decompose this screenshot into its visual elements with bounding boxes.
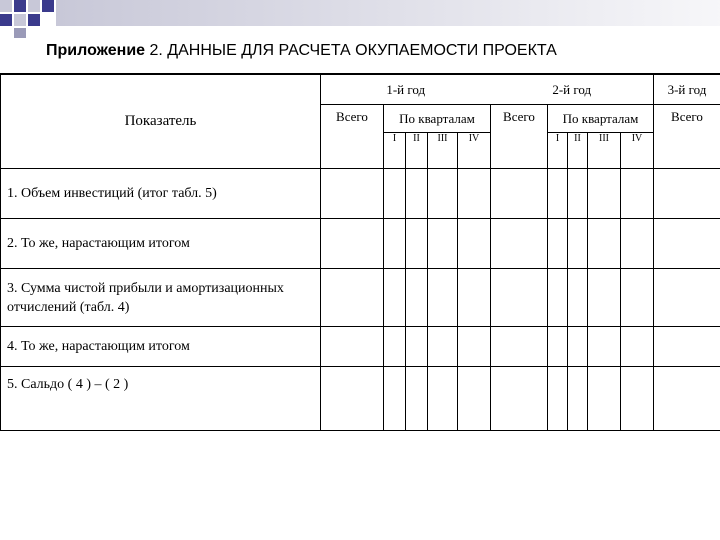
table-cell bbox=[654, 169, 720, 219]
header-decoration bbox=[0, 0, 720, 40]
table-cell bbox=[406, 327, 428, 367]
table-cell bbox=[548, 219, 568, 269]
year3-header: 3-й год bbox=[654, 75, 720, 105]
table-cell bbox=[406, 169, 428, 219]
table-cell bbox=[621, 327, 654, 367]
year1-header: 1-й год bbox=[321, 75, 491, 105]
row-label: 4. То же, нарастающим итогом bbox=[1, 327, 321, 367]
y2-quarter-iv: IV bbox=[621, 133, 654, 169]
table-cell bbox=[384, 367, 406, 431]
table-cell bbox=[491, 367, 548, 431]
table-cell bbox=[568, 219, 588, 269]
table-cell bbox=[406, 367, 428, 431]
row-label: 1. Объем инвестиций (итог табл. 5) bbox=[1, 169, 321, 219]
table-cell bbox=[588, 219, 621, 269]
table-cell bbox=[548, 169, 568, 219]
table-cell bbox=[588, 269, 621, 327]
table-cell bbox=[621, 367, 654, 431]
year1-quarters-header: По кварталам bbox=[384, 105, 491, 133]
y2-quarter-iii: III bbox=[588, 133, 621, 169]
table-cell bbox=[654, 367, 720, 431]
table-cell bbox=[568, 367, 588, 431]
table-cell bbox=[548, 327, 568, 367]
table-cell bbox=[654, 269, 720, 327]
table-cell bbox=[491, 169, 548, 219]
table-cell bbox=[384, 169, 406, 219]
payback-data-table bbox=[0, 74, 720, 431]
table-cell bbox=[548, 367, 568, 431]
row-label: 2. То же, нарастающим итогом bbox=[1, 219, 321, 269]
title-rest: 2. ДАННЫЕ ДЛЯ РАСЧЕТА ОКУПАЕМОСТИ ПРОЕКТА bbox=[145, 42, 557, 59]
table-cell bbox=[621, 219, 654, 269]
table-cell bbox=[491, 269, 548, 327]
table-row bbox=[1, 219, 720, 269]
table-cell bbox=[568, 169, 588, 219]
page-title bbox=[46, 42, 716, 60]
y2-quarter-ii: II bbox=[568, 133, 588, 169]
table-row bbox=[1, 327, 720, 367]
table-cell bbox=[428, 219, 458, 269]
table-cell bbox=[458, 367, 491, 431]
table-cell bbox=[428, 169, 458, 219]
table-row bbox=[1, 367, 720, 431]
header-row-years bbox=[1, 75, 720, 105]
table-cell bbox=[491, 219, 548, 269]
title-prefix: Приложение bbox=[46, 42, 146, 59]
table-cell bbox=[384, 327, 406, 367]
year1-total-header: Всего bbox=[321, 105, 384, 169]
y1-quarter-i: I bbox=[384, 133, 406, 169]
table-cell bbox=[384, 219, 406, 269]
table-cell bbox=[491, 327, 548, 367]
table-cell bbox=[406, 219, 428, 269]
table-cell bbox=[568, 327, 588, 367]
table-cell bbox=[588, 367, 621, 431]
table-cell bbox=[321, 169, 384, 219]
table-cell bbox=[458, 169, 491, 219]
y1-quarter-iv: IV bbox=[458, 133, 491, 169]
year2-quarters-header: По кварталам bbox=[548, 105, 654, 133]
table-cell bbox=[654, 327, 720, 367]
table-cell bbox=[458, 269, 491, 327]
table-row bbox=[1, 169, 720, 219]
y1-quarter-ii: II bbox=[406, 133, 428, 169]
row-label: 5. Сальдо ( 4 ) – ( 2 ) bbox=[1, 367, 321, 431]
indicator-header: Показатель bbox=[1, 75, 321, 169]
table-cell bbox=[321, 367, 384, 431]
y1-quarter-iii: III bbox=[428, 133, 458, 169]
y2-quarter-i: I bbox=[548, 133, 568, 169]
table-cell bbox=[321, 219, 384, 269]
table-cell bbox=[588, 327, 621, 367]
table-cell bbox=[458, 327, 491, 367]
table-cell bbox=[568, 269, 588, 327]
table-cell bbox=[321, 269, 384, 327]
table-cell bbox=[588, 169, 621, 219]
year2-total-header: Всего bbox=[491, 105, 548, 169]
year3-total-header: Всего bbox=[654, 105, 720, 169]
table-cell bbox=[548, 269, 568, 327]
table-cell bbox=[321, 327, 384, 367]
row-label: 3. Сумма чистой прибыли и амортизационных отчислений (табл. 4) bbox=[1, 269, 321, 327]
table-cell bbox=[654, 219, 720, 269]
table-cell bbox=[406, 269, 428, 327]
table-cell bbox=[428, 269, 458, 327]
table-cell bbox=[428, 327, 458, 367]
table-cell bbox=[428, 367, 458, 431]
table-cell bbox=[621, 169, 654, 219]
table-cell bbox=[458, 219, 491, 269]
table-cell bbox=[621, 269, 654, 327]
table-cell bbox=[384, 269, 406, 327]
table-row bbox=[1, 269, 720, 327]
year2-header: 2-й год bbox=[491, 75, 654, 105]
